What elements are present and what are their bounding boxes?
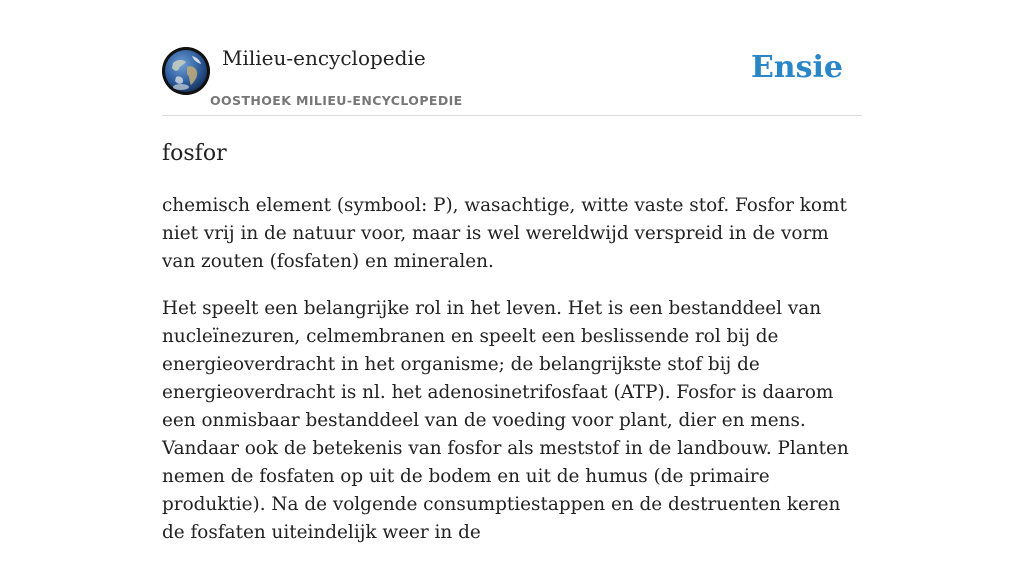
site-title[interactable]: Milieu-encyclopedie [222,46,426,70]
site-header [162,0,862,116]
brand-logo[interactable]: Ensie [750,50,843,85]
site-subtitle: OOSTHOEK MILIEU-ENCYCLOPEDIE [210,93,463,108]
page [162,0,862,543]
article-paragraph: Het speelt een belangrijke rol in het leven. Het is een bestanddeel van nucleïnezuren, celmembranen en speelt een beslissende rol bij de energieoverdracht in het organisme; de belangrijkste stof bij de energieoverdracht is nl. het adenosinetrifosfaat (ATP). Fosfor is daarom een onmisbaar bestanddeel van de voeding voor plant, dier en mens. Vandaar ook de betekenis van fosfor als meststof in de landbouw. Planten nemen de fosfaten op uit de bodem en uit de humus (de primaire produktie). Na de volgende consumptiestappen en de destruenten keren de fosfaten uiteindelijk weer in de [162,298,849,543]
article-paragraph: chemisch element (symbool: P), wasachtige, witte vaste stof. Fosfor komt niet vrij in de natuur voor, maar is wel wereldwijd verspreid in de vorm van zouten (fosfaten) en mineralen. [162,195,847,272]
earth-globe-icon[interactable] [162,47,210,95]
article-body [162,192,867,566]
article-title: fosfor [162,141,227,166]
